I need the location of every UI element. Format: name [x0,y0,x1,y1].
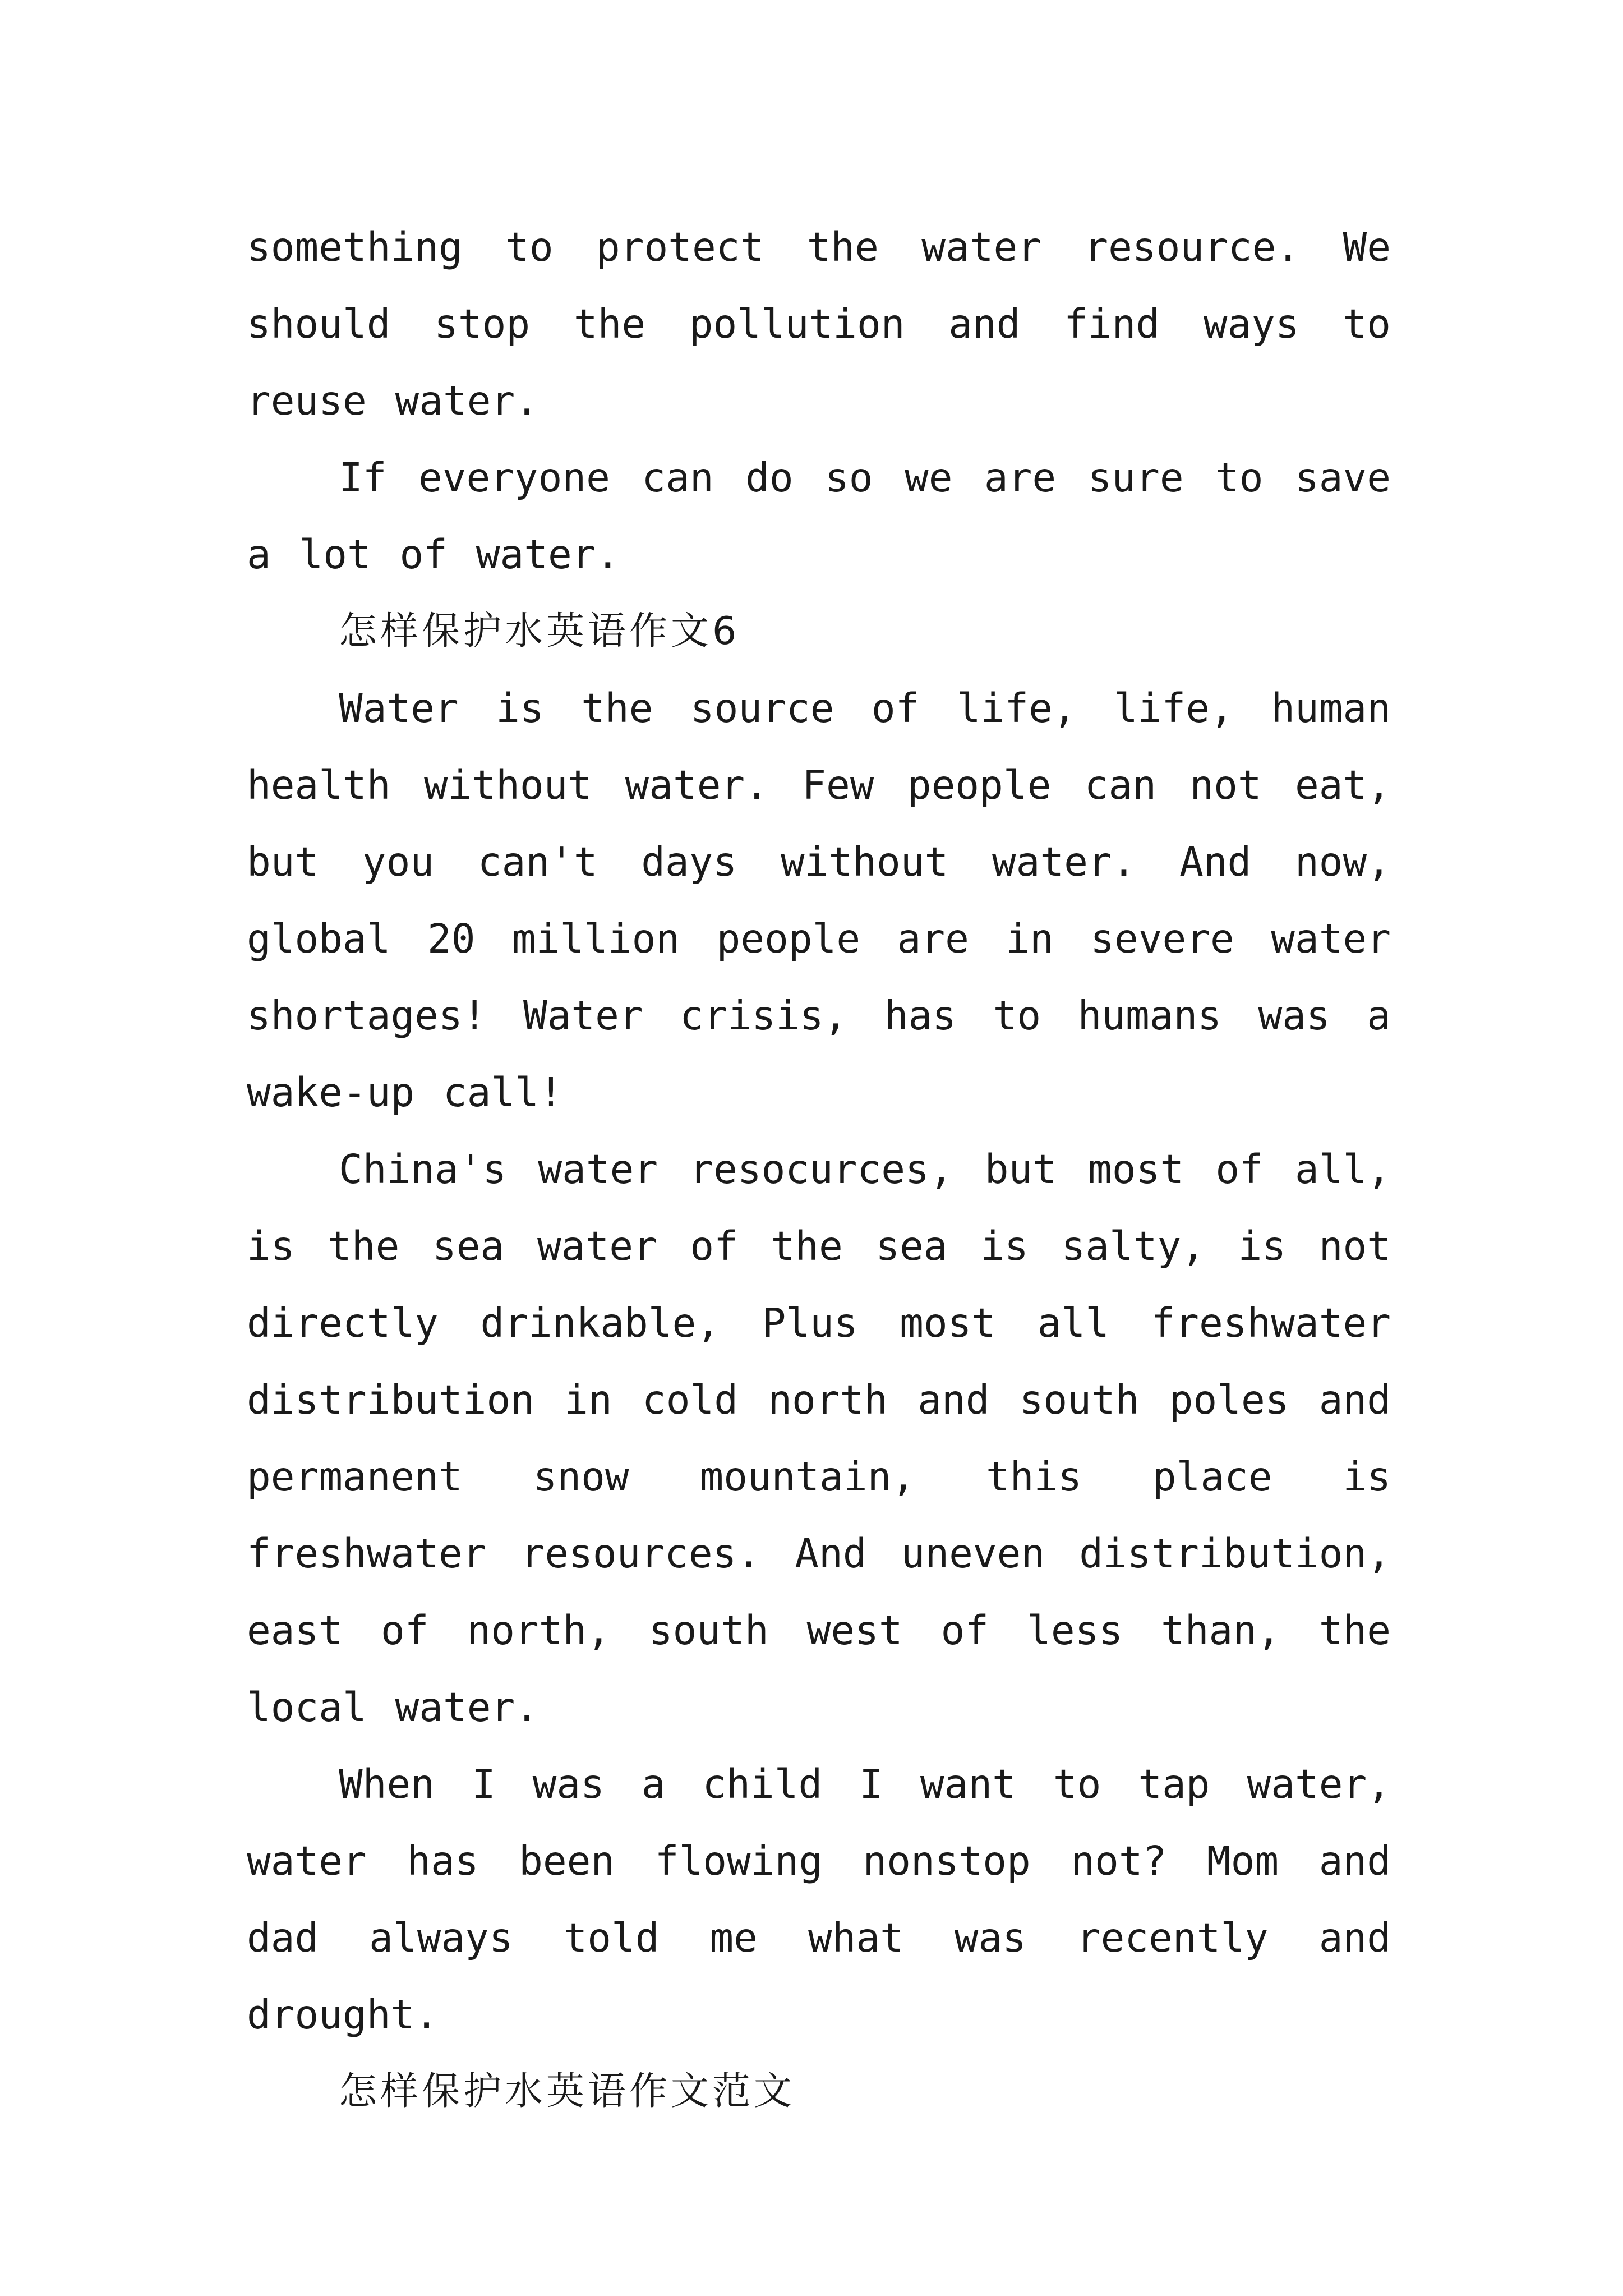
paragraph-water-source-of-life: Water is the source of life, life, human health without water. Few people can not eat, but you can't days without water. And now, global 20 million people are in severe water shortages! Water crisis, has to humans was a wake-up call! [247,685,1391,1116]
paragraph-childhood-tap-water: When I was a child I want to tap water, water has been flowing nonstop not? Mom and dad always told me what was recently and drought. [247,1761,1391,2038]
paragraph-save-water: If everyone can do so we are sure to save a lot of water. [247,454,1391,578]
document-body [247,209,1391,2130]
paragraph-water-resource-protection: something to protect the water resource. We should stop the pollution and find ways to reuse water. [247,224,1391,424]
essay-heading-sample: 怎样保护水英语作文范文 [339,2069,796,2114]
essay-heading-6: 怎样保护水英语作文6 [339,609,740,654]
paragraph-china-water-resources: China's water resocurces, but most of all, is the sea water of the sea is salty, is not directly drinkable, Plus most all freshwater distribution in cold north and south poles and permanent snow mountain, this place is freshwater resources. And uneven distribution, east of north, south west of less than, the local water. [247,1146,1391,1731]
